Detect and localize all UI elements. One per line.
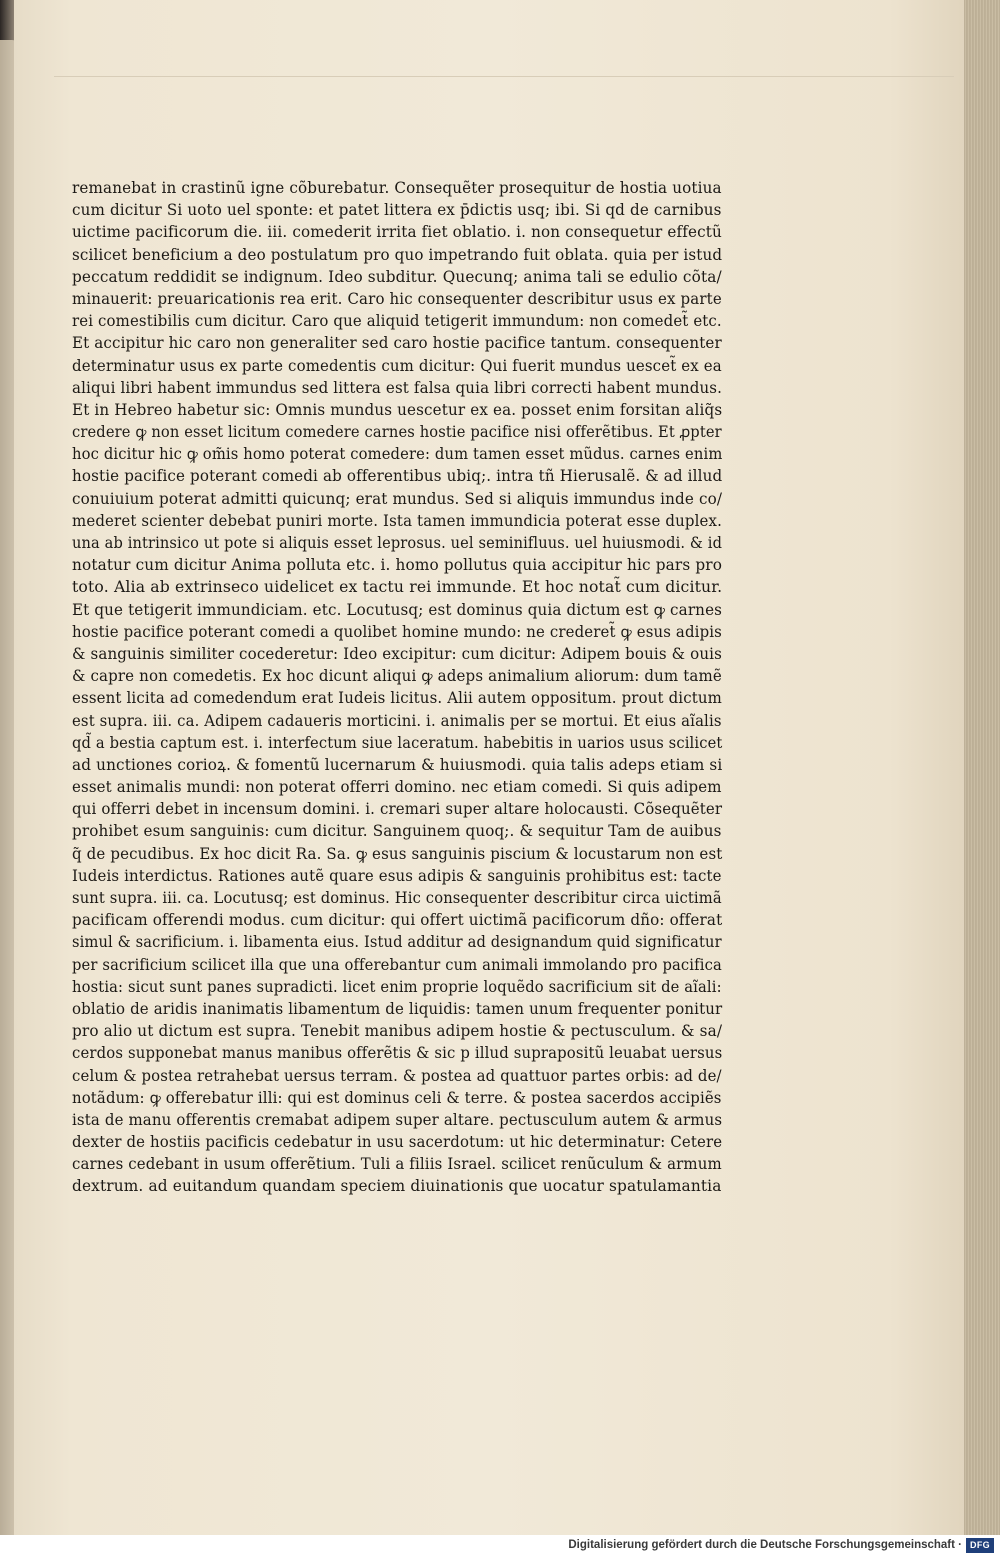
text-line: per sacrificium scilicet illa que una offerebantur cum animali immolando pro pacifica xyxy=(72,955,722,974)
text-line: carnes cedebant in usum offerẽtium. Tuli a filiis Israel. scilicet renũculum & armum xyxy=(72,1155,722,1174)
text-line: Iudeis interdictus. Rationes autẽ quare esus adipis & sanguinis prohibitus est: tacte xyxy=(72,866,722,885)
text-line: Et in Hebreo habetur sic: Omnis mundus uescetur ex ea. posset enim forsitan aliq̃s xyxy=(72,400,723,419)
text-line: hostie pacifice poterant comedi ab offerentibus ubiq;. intra tñ Hierusalẽ. & ad illud xyxy=(72,467,723,486)
text-line: ad unctiones corioꝝ. & fomentũ lucernarum & huiusmodi. quia talis adeps etiam si xyxy=(72,755,723,774)
text-line: mederet scienter debebat puniri morte. Ista tamen immundicia poterat esse duplex. xyxy=(72,511,723,530)
text-line: hoc dicitur hic ꝙ om̃is homo poterat comedere: dum tamen esset mũdus. carnes enim xyxy=(72,445,723,464)
text-line: prohibet esum sanguinis: cum dicitur. Sanguinem quoq;. & sequitur Tam de auibus xyxy=(72,822,722,841)
text-line: qui offerri debet in incensum domini. i. cremari super altare holocausti. Cõsequẽter xyxy=(72,800,723,819)
text-line: hostie pacifice poterant comedi a quolibet homine mundo: ne crederet̃ ꝙ esus adipis xyxy=(72,622,722,641)
text-line: celum & postea retrahebat uersus terram. & postea ad quattuor partes orbis: ad de/ xyxy=(72,1066,722,1085)
text-line: toto. Alia ab extrinseco uidelicet ex tactu rei immunde. Et hoc notat̃ cum dicitur. xyxy=(72,578,723,597)
book-page xyxy=(14,0,966,1535)
text-line: oblatio de aridis inanimatis libamentum de liquidis: tamen unum frequenter ponitur xyxy=(72,999,723,1018)
digitization-footer xyxy=(0,1535,1000,1557)
text-line: cum dicitur Si uoto uel sponte: et patet littera ex p̄dictis usq; ibi. Si qd de carnibus xyxy=(72,201,722,220)
text-line: q̃ de pecudibus. Ex hoc dicit Ra. Sa. ꝙ esus sanguinis piscium & locustarum non est xyxy=(72,844,723,863)
text-line: pacificam offerendi modus. cum dicitur: qui offert uictimã pacificorum dño: offerat xyxy=(72,911,723,930)
text-line: qd̃ a bestia captum est. i. interfectum siue laceratum. habebitis in uarios usus scilicet xyxy=(72,733,723,752)
text-line: & sanguinis similiter cocederetur: Ideo excipitur: cum dicitur: Adipem bouis & ouis xyxy=(72,644,723,663)
text-line: rei comestibilis cum dicitur. Caro que aliquid tetigerit immundum: non comedet̃ etc. xyxy=(72,312,722,331)
text-line: scilicet beneficium a deo postulatum pro quo impetrando fuit oblata. quia per istud xyxy=(72,245,723,264)
text-line: hostia: sicut sunt panes supradicti. licet enim proprie loquẽdo sacrificium sit de aĩali: xyxy=(72,977,722,996)
text-line: ista de manu offerentis cremabat adipem super altare. pectusculum autem & armus xyxy=(72,1110,723,1129)
text-line: Et que tetigerit immundiciam. etc. Locutusq; est dominus quia dictum est ꝙ carnes xyxy=(72,600,723,619)
text-line: notatur cum dicitur Anima polluta etc. i. homo pollutus quia accipitur hic pars pro xyxy=(72,556,723,575)
text-line: esset animalis mundi: non poterat offerri domino. nec etiam comedi. Si quis adipem xyxy=(72,778,722,797)
text-line: dexter de hostiis pacificis cedebatur in usu sacerdotum: ut hic determinatur: Cetere xyxy=(72,1133,723,1152)
text-line: uictime pacificorum die. iii. comederit irrita fiet oblatio. i. non consequetur effectũ xyxy=(72,223,722,242)
funding-credit: Digitalisierung gefördert durch die Deutsche Forschungsgemeinschaft · xyxy=(568,1539,962,1551)
text-line: conuiuium poterat admitti quicunq; erat mundus. Sed si aliquis immundus inde co/ xyxy=(72,489,723,508)
text-line: credere ꝙ non esset licitum comedere carnes hostie pacifice nisi offerẽtibus. Et ꝓpter xyxy=(72,423,722,442)
text-line: una ab intrinsico ut pote si aliquis esset leprosus. uel seminifluus. uel huiusmodi. & id xyxy=(72,534,723,552)
text-column xyxy=(72,177,732,1198)
page-crease xyxy=(54,76,954,77)
text-line: peccatum reddidit se indignum. Ideo subditur. Quecunq; anima tali se edulio cõta/ xyxy=(72,267,722,286)
dfg-logo: DFG xyxy=(966,1538,994,1553)
text-line: notãdum: ꝙ offerebatur illi: qui est dominus celi & terre. & postea sacerdos accipiẽs xyxy=(72,1088,722,1107)
text-line: est supra. iii. ca. Adipem cadaueris morticini. i. animalis per se mortui. Et eius aĩalis xyxy=(72,711,722,730)
text-line: & capre non comedetis. Ex hoc dicunt aliqui ꝙ adeps animalium aliorum: dum tamẽ xyxy=(72,667,722,686)
text-line: pro alio ut dictum est supra. Tenebit manibus adipem hostie & pectusculum. & sa/ xyxy=(72,1022,723,1041)
page-stack-edge xyxy=(964,0,1000,1535)
text-line: Et accipitur hic caro non generaliter sed caro hostie pacifice tantum. consequenter xyxy=(72,334,722,353)
text-line: remanebat in crastinũ igne cõburebatur. Consequẽter prosequitur de hostia uotiua xyxy=(72,179,722,197)
text-line: determinatur usus ex parte comedentis cum dicitur: Qui fuerit mundus uescet̃ ex ea xyxy=(72,356,722,375)
text-line: aliqui libri habent immundus sed littera est falsa quia libri correcti habent mundus. xyxy=(72,378,723,397)
text-line: sunt supra. iii. ca. Locutusq; est dominus. Hic consequenter describitur circa uictimã xyxy=(72,889,722,907)
text-line: simul & sacrificium. i. libamenta eius. Istud additur ad designandum quid significatur xyxy=(72,933,722,952)
text-line: essent licita ad comedendum erat Iudeis licitus. Alii autem oppositum. prout dictum xyxy=(72,689,722,708)
text-line: dextrum. ad euitandum quandam speciem diuinationis que uocatur spatulamantia xyxy=(72,1177,722,1196)
text-line: minauerit: preuaricationis rea erit. Caro hic consequenter describitur usus ex parte xyxy=(72,289,722,308)
text-line: cerdos supponebat manus manibus offerẽtis & sic p illud suprapositũ leuabat uersus xyxy=(72,1044,723,1063)
